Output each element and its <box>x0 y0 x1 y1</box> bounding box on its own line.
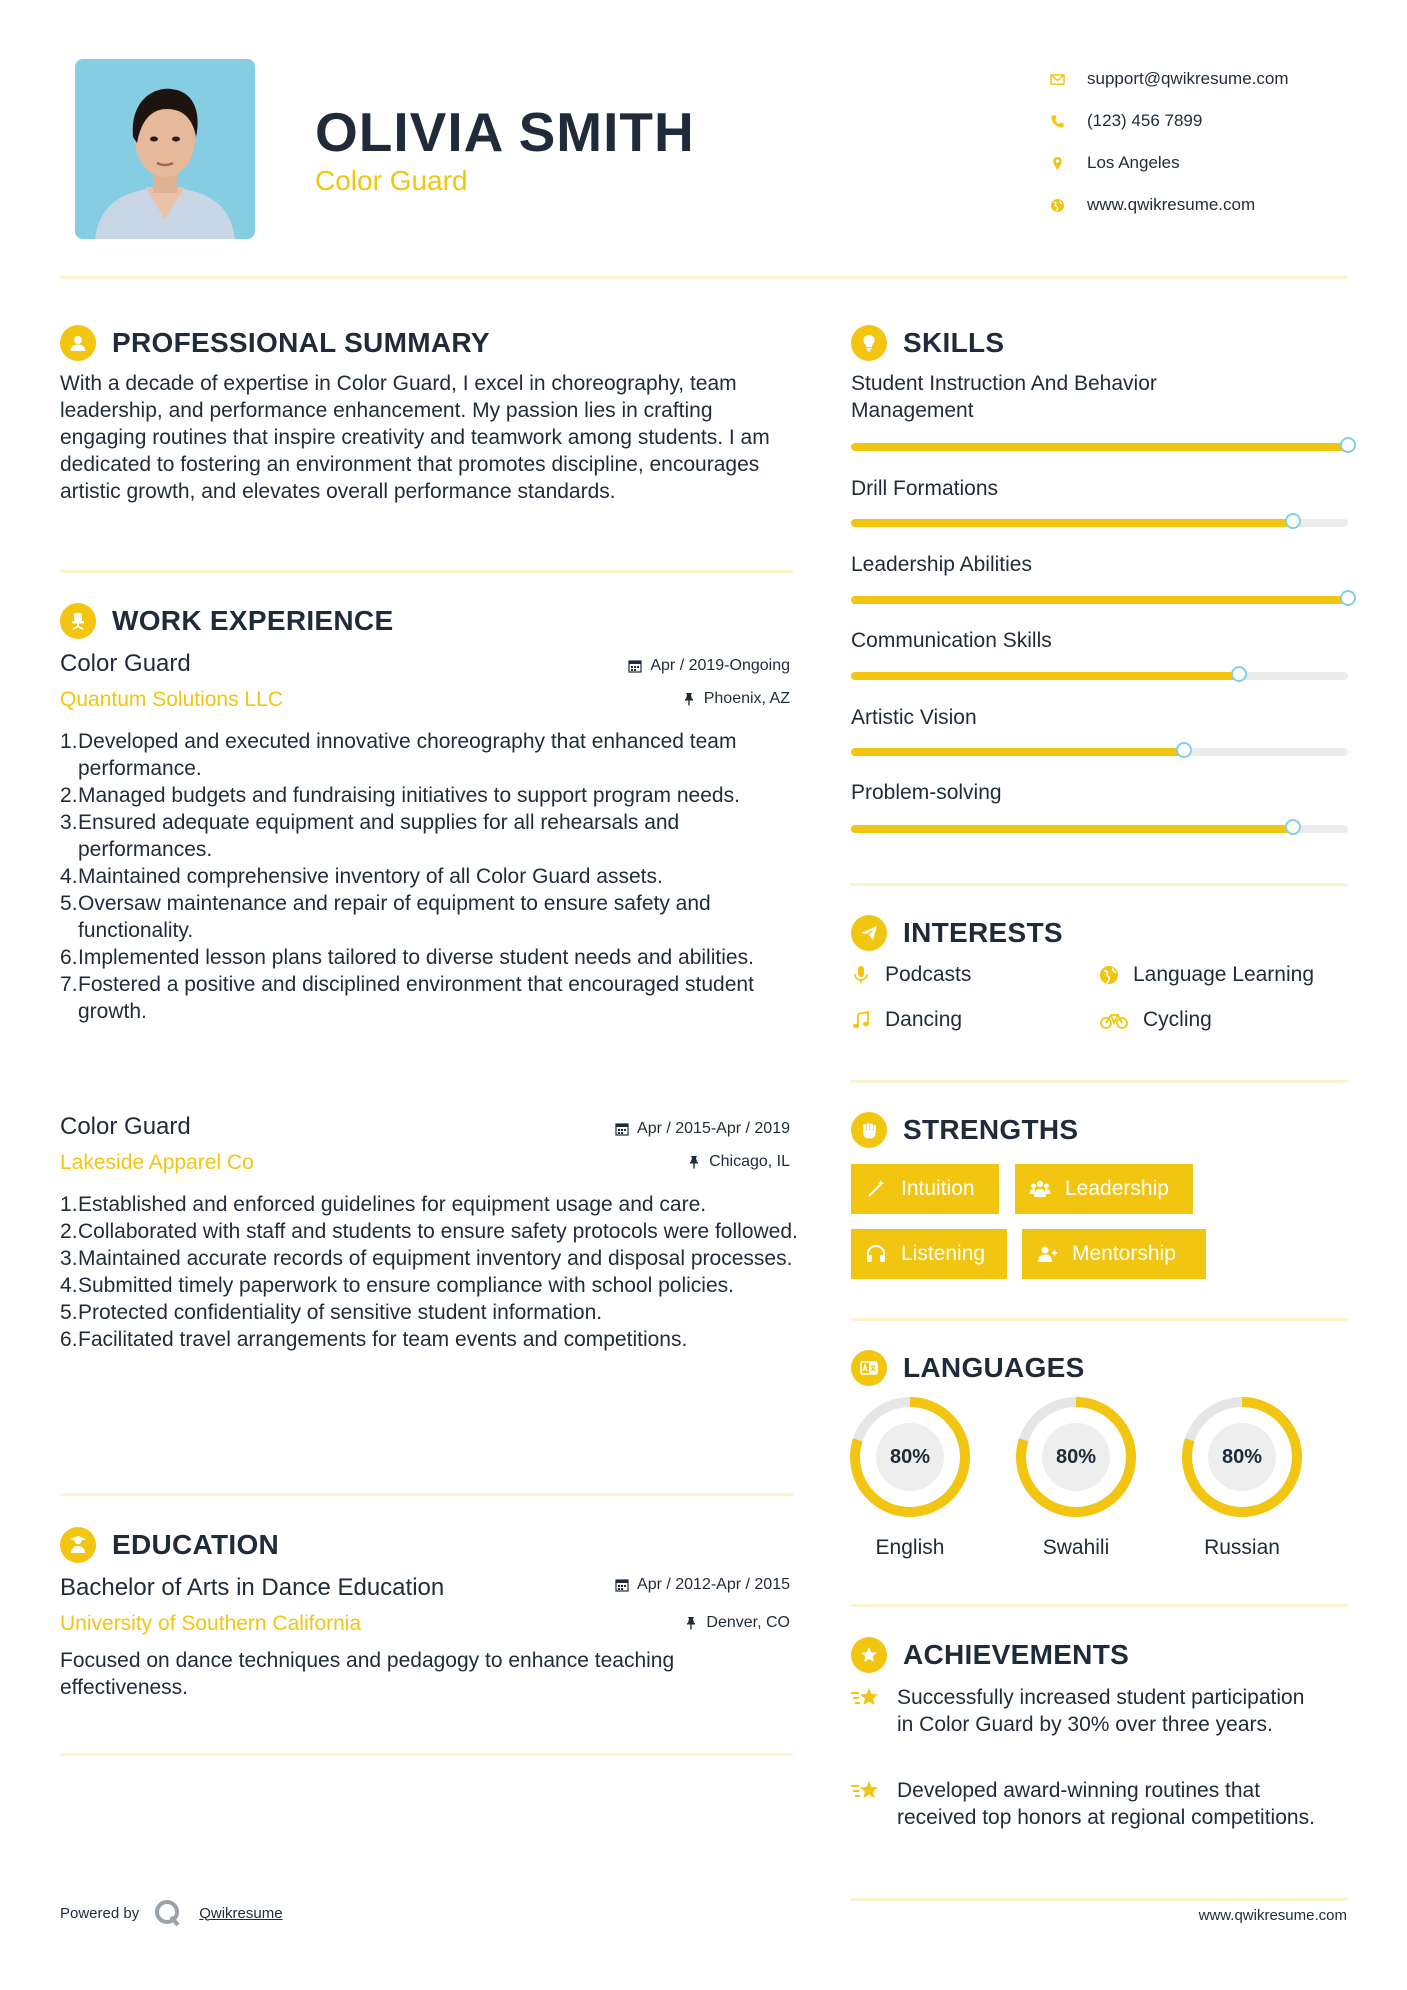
list-item: Established and enforced guidelines for equipment usage and care. <box>78 1193 707 1216</box>
job-1-date <box>520 657 790 675</box>
fist-icon <box>851 1112 887 1148</box>
list-item: Oversaw maintenance and repair of equipment to ensure safety and functionality. <box>78 892 711 942</box>
summary-title: PROFESSIONAL SUMMARY <box>112 327 490 358</box>
skill-label: Artistic Vision <box>851 706 977 729</box>
skill-bar-knob <box>1340 437 1356 453</box>
strength-label: Leadership <box>1065 1177 1169 1200</box>
experience-heading <box>60 603 393 639</box>
magic-wand-icon <box>865 1178 887 1200</box>
graduation-icon <box>60 1527 96 1563</box>
map-pin-icon <box>1050 156 1087 171</box>
skill-bar <box>851 825 1348 833</box>
powered-by-text: Powered by <box>60 1904 140 1922</box>
interests-title: INTERESTS <box>903 917 1063 948</box>
contact-email-text: support@qwikresume.com <box>1087 69 1289 88</box>
paper-plane-icon <box>851 915 887 951</box>
brand-link[interactable]: Qwikresume <box>199 1904 283 1922</box>
globe-icon <box>1099 965 1119 985</box>
education-degree: Bachelor of Arts in Dance Education <box>60 1574 445 1601</box>
calendar-icon <box>615 1122 629 1136</box>
interest-label: Language Learning <box>1133 963 1315 986</box>
star-badge-icon <box>851 1637 887 1673</box>
language-percent: 80% <box>1055 1445 1097 1468</box>
skill-bar-knob <box>1285 819 1301 835</box>
list-item: Implemented lesson plans tailored to diverse student needs and abilities. <box>78 946 754 969</box>
strength-tag <box>851 1229 1007 1279</box>
job-2-date <box>520 1120 790 1138</box>
interest-label: Cycling <box>1143 1008 1212 1031</box>
strength-tag <box>1022 1229 1206 1279</box>
contact-list <box>1050 58 1370 226</box>
list-item: Facilitated travel arrangements for team events and competitions. <box>78 1328 688 1351</box>
list-item: Submitted timely paperwork to ensure compliance with school policies. <box>78 1274 734 1297</box>
summary-heading <box>60 325 490 361</box>
achievement-text: Successfully increased student participation in Color Guard by 30% over three years. <box>897 1686 1305 1736</box>
envelope-icon <box>1050 72 1087 87</box>
lightbulb-icon <box>851 325 887 361</box>
skill-bar-knob <box>1231 666 1247 682</box>
calendar-icon <box>628 659 642 673</box>
footer-url[interactable]: www.qwikresume.com <box>1198 1907 1347 1924</box>
contact-phone[interactable] <box>1050 100 1370 142</box>
candidate-role: Color Guard <box>315 165 468 196</box>
phone-icon <box>1050 114 1087 129</box>
language-item <box>1181 1396 1303 1559</box>
education-location-text: Denver, CO <box>706 1614 790 1631</box>
job-1-location-text: Phoenix, AZ <box>703 690 790 707</box>
list-item: Collaborated with staff and students to ensure safety protocols were followed. <box>78 1220 798 1243</box>
list-item: Maintained accurate records of equipment inventory and disposal processes. <box>78 1247 793 1270</box>
office-chair-icon <box>60 603 96 639</box>
job-2-company: Lakeside Apparel Co <box>60 1151 254 1174</box>
skill-bar <box>851 748 1348 756</box>
summary-divider <box>60 570 793 573</box>
achievement-item <box>851 1684 1321 1738</box>
interests-heading <box>851 915 1063 951</box>
achievement-text: Developed award-winning routines that received top honors at regional competitions. <box>897 1779 1315 1829</box>
language-percent: 80% <box>889 1445 931 1468</box>
contact-location <box>1050 142 1370 184</box>
languages-divider <box>851 1604 1348 1607</box>
education-location <box>520 1614 790 1632</box>
users-icon <box>1029 1178 1051 1200</box>
skill-bar-fill <box>851 519 1293 527</box>
contact-email[interactable] <box>1050 58 1370 100</box>
education-date-text: Apr / 2012-Apr / 2015 <box>637 1576 790 1593</box>
shooting-star-icon <box>851 1779 881 1803</box>
skill-bar-fill <box>851 596 1348 604</box>
education-divider <box>60 1753 793 1756</box>
skill-bar-knob <box>1340 590 1356 606</box>
strength-tag <box>1015 1164 1193 1214</box>
education-heading <box>60 1527 279 1563</box>
interest-language-learning <box>1099 963 1314 987</box>
languages-heading <box>851 1350 1085 1386</box>
achievement-item <box>851 1777 1321 1831</box>
candidate-name: OLIVIA SMITH <box>315 101 695 163</box>
skill-bar-knob <box>1176 742 1192 758</box>
add-user-icon <box>1036 1243 1058 1265</box>
bicycle-icon <box>1099 1010 1129 1030</box>
skill-bar-fill <box>851 672 1239 680</box>
pushpin-icon <box>682 692 696 706</box>
skill-label: Communication Skills <box>851 629 1052 652</box>
interest-dancing <box>851 1008 962 1032</box>
language-item <box>849 1396 971 1559</box>
strength-label: Listening <box>901 1242 986 1265</box>
language-name: English <box>875 1536 945 1559</box>
list-item: Developed and executed innovative choreography that enhanced team performance. <box>78 730 737 780</box>
globe-icon <box>1050 198 1087 213</box>
education-description: Focused on dance techniques and pedagogy to enhance teaching effectiveness. <box>60 1649 675 1699</box>
interest-label: Podcasts <box>885 963 972 986</box>
header-divider <box>60 276 1347 279</box>
achievements-divider <box>851 1898 1348 1901</box>
contact-phone-text: (123) 456 7899 <box>1087 111 1203 130</box>
list-item: Ensured adequate equipment and supplies for all rehearsals and performances. <box>78 811 680 861</box>
pushpin-icon <box>684 1616 698 1630</box>
skill-bar-fill <box>851 748 1184 756</box>
skill-label: Leadership Abilities <box>851 553 1032 576</box>
strength-tag <box>851 1164 999 1214</box>
languages-title: LANGUAGES <box>903 1352 1085 1383</box>
language-item <box>1015 1396 1137 1559</box>
headphones-icon <box>865 1243 887 1265</box>
list-item: Protected confidentiality of sensitive student information. <box>78 1301 603 1324</box>
qwikresume-logo-icon <box>153 1898 183 1928</box>
job-2-duties <box>60 1191 818 1353</box>
list-item: Managed budgets and fundraising initiatives to support program needs. <box>78 784 740 807</box>
job-2-location-text: Chicago, IL <box>709 1153 790 1170</box>
skill-label: Drill Formations <box>851 477 999 500</box>
skill-bar <box>851 672 1348 680</box>
language-icon <box>851 1350 887 1386</box>
job-1-location <box>520 690 790 708</box>
education-school: University of Southern California <box>60 1612 362 1635</box>
shooting-star-icon <box>851 1686 881 1710</box>
interest-cycling <box>1099 1008 1212 1032</box>
contact-location-text: Los Angeles <box>1087 153 1180 172</box>
achievements-heading <box>851 1637 1129 1673</box>
education-title: EDUCATION <box>112 1529 280 1560</box>
pushpin-icon <box>687 1155 701 1169</box>
language-percent: 80% <box>1221 1445 1263 1468</box>
skills-heading <box>851 325 1004 361</box>
job-1-date-text: Apr / 2019-Ongoing <box>650 657 790 674</box>
skill-bar <box>851 443 1348 451</box>
achievements-title: ACHIEVEMENTS <box>903 1639 1130 1670</box>
calendar-icon <box>615 1578 629 1592</box>
strengths-divider <box>851 1318 1348 1321</box>
profile-photo <box>75 59 255 239</box>
list-item: Fostered a positive and disciplined environment that encouraged student growth. <box>78 973 754 1023</box>
summary-text: With a decade of expertise in Color Guard, I excel in choreography, team leadership, and performance enhancement. My passion lies in crafting engaging routines that inspire creativity and teamwork among students. I am dedicated to fostering an environment that promotes discipline, encourages artistic growth, and elevates overall performance standards. <box>60 372 770 503</box>
interest-podcasts <box>851 963 971 987</box>
skills-title: SKILLS <box>903 327 1005 358</box>
user-icon <box>60 325 96 361</box>
job-2-title: Color Guard <box>60 1113 191 1140</box>
contact-website-text: www.qwikresume.com <box>1087 195 1256 214</box>
skill-bar-fill <box>851 825 1293 833</box>
skills-divider <box>851 883 1348 886</box>
microphone-icon <box>851 965 871 985</box>
experience-title: WORK EXPERIENCE <box>112 605 394 636</box>
skill-label: Problem-solving <box>851 781 1002 804</box>
job-2-date-text: Apr / 2015-Apr / 2019 <box>637 1120 790 1137</box>
experience-divider <box>60 1493 793 1496</box>
job-1-duties <box>60 728 798 1025</box>
job-1-company: Quantum Solutions LLC <box>60 688 283 711</box>
interest-label: Dancing <box>885 1008 963 1031</box>
strengths-heading <box>851 1112 1078 1148</box>
education-date <box>520 1576 790 1594</box>
language-name: Russian <box>1204 1536 1280 1559</box>
skill-bar-knob <box>1285 513 1301 529</box>
skill-bar-fill <box>851 443 1348 451</box>
skill-label: Student Instruction And Behavior Management <box>851 372 1157 422</box>
skill-bar <box>851 596 1348 604</box>
music-note-icon <box>851 1010 871 1030</box>
strength-label: Mentorship <box>1072 1242 1176 1265</box>
job-1-title: Color Guard <box>60 650 191 677</box>
strengths-title: STRENGTHS <box>903 1114 1079 1145</box>
strength-label: Intuition <box>901 1177 975 1200</box>
interests-divider <box>851 1080 1348 1083</box>
footer-powered-by <box>60 1898 283 1928</box>
language-name: Swahili <box>1042 1536 1110 1559</box>
skill-bar <box>851 519 1348 527</box>
contact-website[interactable] <box>1050 184 1370 226</box>
list-item: Maintained comprehensive inventory of all Color Guard assets. <box>78 865 663 888</box>
job-2-location <box>520 1153 790 1171</box>
